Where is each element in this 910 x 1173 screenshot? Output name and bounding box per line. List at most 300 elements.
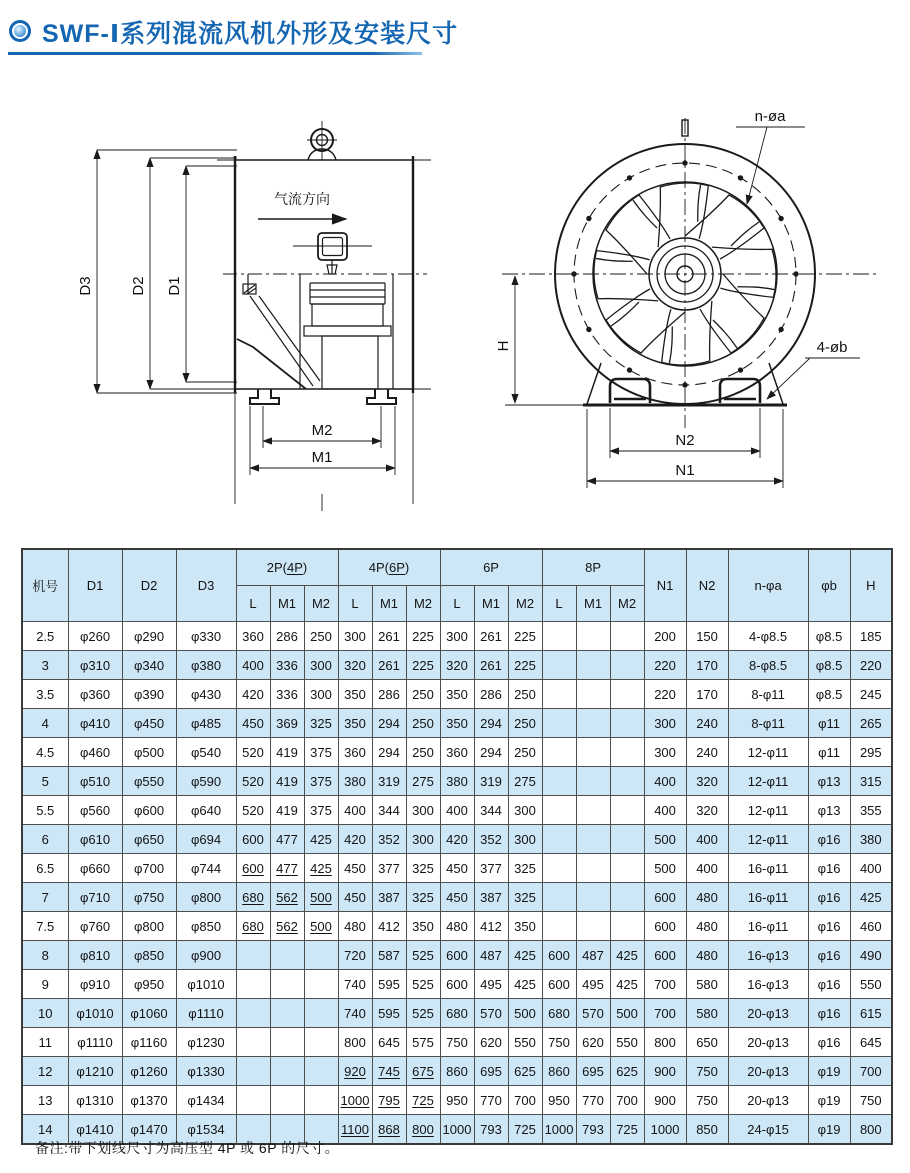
cell-d1: φ710 (68, 883, 122, 912)
cell-d1: φ360 (68, 680, 122, 709)
cell-p6: 1000 (440, 1115, 474, 1145)
cell-p2: 520 (236, 738, 270, 767)
cell-p6: 500 (508, 999, 542, 1028)
cell-d1: φ1210 (68, 1057, 122, 1086)
cell-p8: 793 (576, 1115, 610, 1145)
cell-d1: φ1310 (68, 1086, 122, 1115)
table-row (22, 999, 892, 1028)
cell-p8: 695 (576, 1057, 610, 1086)
cell-p2 (236, 999, 270, 1028)
cell-d3: φ1230 (176, 1028, 236, 1057)
cell-p8 (542, 854, 576, 883)
cell-p8 (610, 854, 644, 883)
cell-p4: 350 (338, 680, 372, 709)
cell-p8 (610, 651, 644, 680)
cell-p8: 425 (610, 970, 644, 999)
cell-p6: 325 (508, 883, 542, 912)
cell-p4: 380 (338, 767, 372, 796)
cell-p8 (576, 709, 610, 738)
sub-header-m1: M1 (576, 586, 610, 622)
cell-p6: 261 (474, 622, 508, 651)
group-header-6p: 6P (440, 549, 542, 586)
cell-p8 (610, 912, 644, 941)
table-row (22, 941, 892, 970)
cell-h: 700 (850, 1057, 892, 1086)
cell-p4: 740 (338, 970, 372, 999)
cell-p2 (270, 999, 304, 1028)
cell-p6: 420 (440, 825, 474, 854)
cell-p6: 344 (474, 796, 508, 825)
cell-n1: 900 (644, 1057, 686, 1086)
table-row (22, 738, 892, 767)
title-underline (8, 52, 422, 55)
cell-p2 (270, 970, 304, 999)
cell-p2: 325 (304, 709, 338, 738)
cell-n1: 700 (644, 999, 686, 1028)
cell-d3: φ1110 (176, 999, 236, 1028)
cell-h: 800 (850, 1115, 892, 1145)
m2-dimension-label: M2 (311, 422, 333, 439)
cell-p4: 587 (372, 941, 406, 970)
cell-p4: 740 (338, 999, 372, 1028)
cell-d3: φ850 (176, 912, 236, 941)
cell-n1: 900 (644, 1086, 686, 1115)
cell-p2 (304, 999, 338, 1028)
cell-d1: φ810 (68, 941, 122, 970)
cell-d2: φ600 (122, 796, 176, 825)
cell-p6: 412 (474, 912, 508, 941)
cell-p8: 487 (576, 941, 610, 970)
title-bar (0, 0, 910, 60)
cell-p4: 261 (372, 622, 406, 651)
sub-header-m2: M2 (406, 586, 440, 622)
cell-p8 (576, 622, 610, 651)
cell-p8 (542, 796, 576, 825)
cell-n2: 480 (686, 883, 728, 912)
table-row (22, 1086, 892, 1115)
cell-size: 7 (22, 883, 68, 912)
cell-h: 315 (850, 767, 892, 796)
cell-d2: φ1470 (122, 1115, 176, 1145)
cell-p8 (576, 767, 610, 796)
cell-p4: 225 (406, 622, 440, 651)
cell-size: 10 (22, 999, 68, 1028)
cell-size: 12 (22, 1057, 68, 1086)
cell-h: 295 (850, 738, 892, 767)
cell-phi-b: φ8.5 (808, 680, 850, 709)
table-row (22, 709, 892, 738)
cell-n1: 500 (644, 825, 686, 854)
cell-p6: 725 (508, 1115, 542, 1145)
cell-d2: φ390 (122, 680, 176, 709)
table-row (22, 912, 892, 941)
cell-n2: 400 (686, 825, 728, 854)
cell-p6: 600 (440, 941, 474, 970)
col-header-n1: N1 (644, 549, 686, 622)
cell-p8 (542, 622, 576, 651)
cell-p2 (236, 1086, 270, 1115)
cell-p4: 450 (338, 883, 372, 912)
table-row (22, 767, 892, 796)
cell-n2: 320 (686, 767, 728, 796)
cell-p8: 700 (610, 1086, 644, 1115)
cell-d3: φ485 (176, 709, 236, 738)
cell-p6: 600 (440, 970, 474, 999)
cell-p4: 675 (406, 1057, 440, 1086)
cell-n1: 500 (644, 854, 686, 883)
cell-p8 (610, 622, 644, 651)
cell-p6: 425 (508, 970, 542, 999)
cell-p2: 400 (236, 651, 270, 680)
cell-p6: 250 (508, 738, 542, 767)
sub-header-l: L (542, 586, 576, 622)
cell-d1: φ1110 (68, 1028, 122, 1057)
cell-phi-b: φ11 (808, 709, 850, 738)
cell-n1: 400 (644, 796, 686, 825)
cell-d1: φ610 (68, 825, 122, 854)
cell-p2: 477 (270, 825, 304, 854)
cell-d3: φ1010 (176, 970, 236, 999)
cell-p8 (542, 651, 576, 680)
cell-p2 (236, 1057, 270, 1086)
cell-size: 6.5 (22, 854, 68, 883)
cell-p8 (576, 738, 610, 767)
cell-d3: φ900 (176, 941, 236, 970)
cell-p6: 625 (508, 1057, 542, 1086)
cell-d2: φ800 (122, 912, 176, 941)
cell-p4: 800 (338, 1028, 372, 1057)
cell-n-phi-a: 8-φ11 (728, 680, 808, 709)
cell-p2 (270, 1086, 304, 1115)
table-row (22, 854, 892, 883)
cell-p2: 562 (270, 883, 304, 912)
cell-d3: φ330 (176, 622, 236, 651)
cell-p8 (576, 651, 610, 680)
drawing-svg (10, 96, 900, 541)
cell-h: 550 (850, 970, 892, 999)
cell-p6: 860 (440, 1057, 474, 1086)
cell-p2: 520 (236, 767, 270, 796)
cell-h: 490 (850, 941, 892, 970)
cell-p6: 350 (440, 680, 474, 709)
cell-n-phi-a: 20-φ13 (728, 999, 808, 1028)
cell-p6: 380 (440, 767, 474, 796)
cell-p8 (576, 883, 610, 912)
cell-p8: 1000 (542, 1115, 576, 1145)
airflow-direction-label: 气流方向 (274, 191, 330, 207)
group-header-4p: 4P(6P) (338, 549, 440, 586)
cell-d1: φ310 (68, 651, 122, 680)
cell-p4: 1000 (338, 1086, 372, 1115)
cell-p4: 250 (406, 709, 440, 738)
cell-d2: φ1260 (122, 1057, 176, 1086)
col-header-h: H (850, 549, 892, 622)
cell-n-phi-a: 24-φ15 (728, 1115, 808, 1145)
d3-dimension-label: D3 (77, 276, 94, 296)
cell-d3: φ590 (176, 767, 236, 796)
cell-p2: 419 (270, 767, 304, 796)
cell-h: 400 (850, 854, 892, 883)
cell-p6: 425 (508, 941, 542, 970)
cell-p6: 450 (440, 883, 474, 912)
sub-header-m2: M2 (304, 586, 338, 622)
cell-p2: 375 (304, 796, 338, 825)
cell-p6: 550 (508, 1028, 542, 1057)
cell-d1: φ1010 (68, 999, 122, 1028)
cell-p8: 425 (610, 941, 644, 970)
cell-p4: 800 (406, 1115, 440, 1145)
cell-size: 4 (22, 709, 68, 738)
cell-p8 (542, 883, 576, 912)
cell-p2: 336 (270, 651, 304, 680)
cell-p6: 225 (508, 622, 542, 651)
cell-d3: φ640 (176, 796, 236, 825)
cell-p8: 600 (542, 941, 576, 970)
cell-d3: φ800 (176, 883, 236, 912)
n2-dimension-label: N2 (675, 432, 695, 449)
cell-phi-b: φ11 (808, 738, 850, 767)
cell-d1: φ560 (68, 796, 122, 825)
cell-p2: 375 (304, 738, 338, 767)
cell-phi-b: φ8.5 (808, 651, 850, 680)
cell-p6: 450 (440, 854, 474, 883)
cell-p2: 477 (270, 854, 304, 883)
cell-p2: 600 (236, 854, 270, 883)
cell-p2: 360 (236, 622, 270, 651)
cell-p6: 320 (440, 651, 474, 680)
group-header-4p-underlined: 6P (388, 560, 405, 575)
cell-d2: φ450 (122, 709, 176, 738)
cell-p2: 450 (236, 709, 270, 738)
col-header-d2: D2 (122, 549, 176, 622)
cell-size: 11 (22, 1028, 68, 1057)
cell-p2: 425 (304, 854, 338, 883)
cell-p4: 344 (372, 796, 406, 825)
cell-p8 (610, 767, 644, 796)
cell-p2: 300 (304, 680, 338, 709)
cell-p8 (610, 680, 644, 709)
cell-p4: 377 (372, 854, 406, 883)
cell-p8: 680 (542, 999, 576, 1028)
cell-d2: φ500 (122, 738, 176, 767)
cell-phi-b: φ16 (808, 854, 850, 883)
cell-p4: 325 (406, 883, 440, 912)
cell-p6: 286 (474, 680, 508, 709)
col-header-n2: N2 (686, 549, 728, 622)
cell-d2: φ850 (122, 941, 176, 970)
cell-p2 (304, 1057, 338, 1086)
cell-p8: 495 (576, 970, 610, 999)
cell-p4: 1100 (338, 1115, 372, 1145)
cell-d3: φ540 (176, 738, 236, 767)
cell-p6: 495 (474, 970, 508, 999)
col-header-phi-b: φb (808, 549, 850, 622)
cell-p2: 375 (304, 767, 338, 796)
table-row (22, 970, 892, 999)
cell-n2: 650 (686, 1028, 728, 1057)
cell-n2: 480 (686, 912, 728, 941)
cell-h: 460 (850, 912, 892, 941)
cell-p2: 300 (304, 651, 338, 680)
cell-p4: 525 (406, 999, 440, 1028)
cell-n1: 220 (644, 651, 686, 680)
cell-size: 9 (22, 970, 68, 999)
cell-p4: 300 (406, 796, 440, 825)
cell-n-phi-a: 16-φ13 (728, 970, 808, 999)
cell-h: 355 (850, 796, 892, 825)
col-header-d3: D3 (176, 549, 236, 622)
cell-p8 (576, 796, 610, 825)
cell-p4: 795 (372, 1086, 406, 1115)
col-header-size: 机号 (22, 549, 68, 622)
cell-p4: 575 (406, 1028, 440, 1057)
h-dimension-label: H (495, 340, 512, 352)
cell-h: 645 (850, 1028, 892, 1057)
cell-size: 2.5 (22, 622, 68, 651)
d2-dimension-label: D2 (130, 276, 147, 296)
cell-p4: 300 (406, 825, 440, 854)
cell-n-phi-a: 12-φ11 (728, 796, 808, 825)
cell-p2 (236, 941, 270, 970)
cell-d1: φ460 (68, 738, 122, 767)
bolt-circle-callout: n-øa (754, 108, 786, 125)
cell-p8: 500 (610, 999, 644, 1028)
cell-p8 (610, 738, 644, 767)
cell-p4: 325 (406, 854, 440, 883)
cell-p8: 625 (610, 1057, 644, 1086)
cell-phi-b: φ8.5 (808, 622, 850, 651)
cell-size: 8 (22, 941, 68, 970)
cell-n1: 600 (644, 912, 686, 941)
cell-d2: φ290 (122, 622, 176, 651)
cell-d3: φ1534 (176, 1115, 236, 1145)
cell-n1: 400 (644, 767, 686, 796)
cell-h: 220 (850, 651, 892, 680)
cell-d3: φ1434 (176, 1086, 236, 1115)
cell-p8 (542, 767, 576, 796)
cell-n-phi-a: 8-φ11 (728, 709, 808, 738)
cell-p2 (236, 1028, 270, 1057)
bullseye-icon (9, 20, 31, 42)
cell-p4: 352 (372, 825, 406, 854)
cell-p2: 520 (236, 796, 270, 825)
cell-d2: φ950 (122, 970, 176, 999)
cell-d1: φ660 (68, 854, 122, 883)
sub-header-m1: M1 (270, 586, 304, 622)
cell-p4: 595 (372, 970, 406, 999)
group-header-2p-underlined: 4P (286, 560, 303, 575)
cell-d1: φ410 (68, 709, 122, 738)
n1-dimension-label: N1 (675, 462, 695, 479)
cell-p2 (304, 1028, 338, 1057)
cell-p2: 250 (304, 622, 338, 651)
cell-phi-b: φ16 (808, 912, 850, 941)
cell-p6: 680 (440, 999, 474, 1028)
cell-p2 (304, 970, 338, 999)
cell-p6: 225 (508, 651, 542, 680)
table-row (22, 1028, 892, 1057)
sub-header-m1: M1 (372, 586, 406, 622)
cell-p8 (576, 854, 610, 883)
cell-p4: 350 (338, 709, 372, 738)
cell-p8 (576, 680, 610, 709)
cell-h: 245 (850, 680, 892, 709)
cell-p6: 387 (474, 883, 508, 912)
cell-size: 13 (22, 1086, 68, 1115)
cell-n-phi-a: 4-φ8.5 (728, 622, 808, 651)
m1-dimension-label: M1 (311, 449, 333, 466)
cell-p2: 680 (236, 912, 270, 941)
cell-phi-b: φ13 (808, 796, 850, 825)
cell-p6: 950 (440, 1086, 474, 1115)
cell-d3: φ1330 (176, 1057, 236, 1086)
cell-h: 380 (850, 825, 892, 854)
cell-n-phi-a: 20-φ13 (728, 1057, 808, 1086)
cell-p4: 360 (338, 738, 372, 767)
cell-n2: 240 (686, 709, 728, 738)
sub-header-l: L (440, 586, 474, 622)
cell-p8 (542, 738, 576, 767)
cell-p8 (610, 709, 644, 738)
cell-n2: 170 (686, 651, 728, 680)
cell-p8 (610, 883, 644, 912)
cell-p6: 300 (508, 796, 542, 825)
cell-p6: 261 (474, 651, 508, 680)
cell-phi-b: φ16 (808, 825, 850, 854)
cell-p8: 600 (542, 970, 576, 999)
cell-p6: 250 (508, 709, 542, 738)
cell-p4: 450 (338, 854, 372, 883)
cell-p6: 319 (474, 767, 508, 796)
cell-n-phi-a: 16-φ11 (728, 912, 808, 941)
table-row (22, 796, 892, 825)
cell-p2: 336 (270, 680, 304, 709)
cell-n2: 400 (686, 854, 728, 883)
cell-d3: φ744 (176, 854, 236, 883)
cell-p8 (610, 796, 644, 825)
cell-p4: 261 (372, 651, 406, 680)
cell-phi-b: φ19 (808, 1086, 850, 1115)
cell-h: 750 (850, 1086, 892, 1115)
cell-p6: 250 (508, 680, 542, 709)
cell-p2: 500 (304, 912, 338, 941)
cell-p2 (304, 1086, 338, 1115)
cell-p8 (542, 680, 576, 709)
table-row (22, 680, 892, 709)
cell-p2: 419 (270, 738, 304, 767)
cell-p6: 275 (508, 767, 542, 796)
cell-p8 (542, 825, 576, 854)
table-row (22, 622, 892, 651)
cell-d2: φ1370 (122, 1086, 176, 1115)
cell-p8: 620 (576, 1028, 610, 1057)
cell-n2: 850 (686, 1115, 728, 1145)
cell-p4: 868 (372, 1115, 406, 1145)
cell-p4: 525 (406, 941, 440, 970)
table-row (22, 883, 892, 912)
cell-p6: 487 (474, 941, 508, 970)
cell-size: 3 (22, 651, 68, 680)
cell-d1: φ260 (68, 622, 122, 651)
sub-header-m2: M2 (610, 586, 644, 622)
cell-p6: 770 (474, 1086, 508, 1115)
cell-n1: 200 (644, 622, 686, 651)
cell-n1: 600 (644, 941, 686, 970)
cell-p6: 570 (474, 999, 508, 1028)
cell-p6: 377 (474, 854, 508, 883)
cell-size: 6 (22, 825, 68, 854)
cell-p4: 387 (372, 883, 406, 912)
